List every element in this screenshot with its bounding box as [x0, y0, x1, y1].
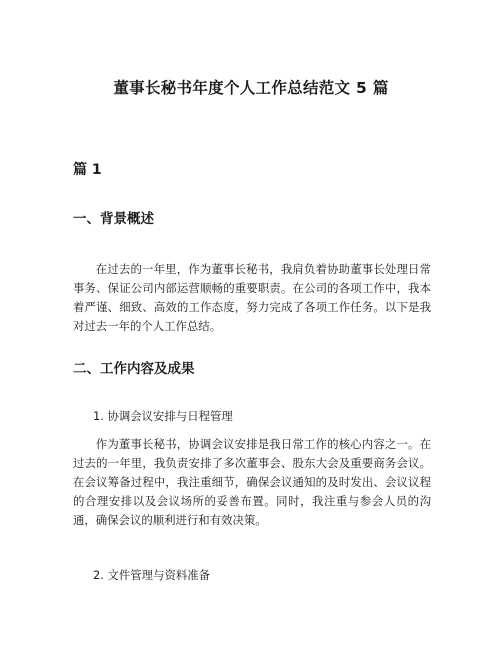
heading-work: 二、工作内容及成果: [73, 361, 195, 377]
paragraph-background: 在过去的一年里，作为董事长秘书，我肩负着协助董事长处理日常事务、保证公司内部运营顺畅的重要职责。在公司的各项工作中，我本着严谨、细致、高效的工作态度，努力完成了各项工作任务。以下是我对过去一年的个人工作总结。: [73, 262, 431, 333]
list-item-documents: 2. 文件管理与资料准备: [93, 568, 211, 582]
heading-background: 一、背景概述: [73, 211, 154, 227]
document-title: 董事长秘书年度个人工作总结范文 5 篇: [113, 79, 389, 97]
paragraph-meeting: 作为董事长秘书，协调会议安排是我日常工作的核心内容之一。在过去的一年里，我负责安排了多次董事会、股东大会及重要商务会议。在会议筹备过程中，我注重细节，确保会议通知的及时发出、会议议程的合理安排以及会议场所的妥善布置。同时，我注重与参会人员的沟通，确保会议的顺利进行和有效决策。: [73, 437, 431, 527]
section-label: 篇 1: [73, 162, 102, 178]
list-item-meeting: 1. 协调会议安排与日程管理: [93, 409, 233, 423]
